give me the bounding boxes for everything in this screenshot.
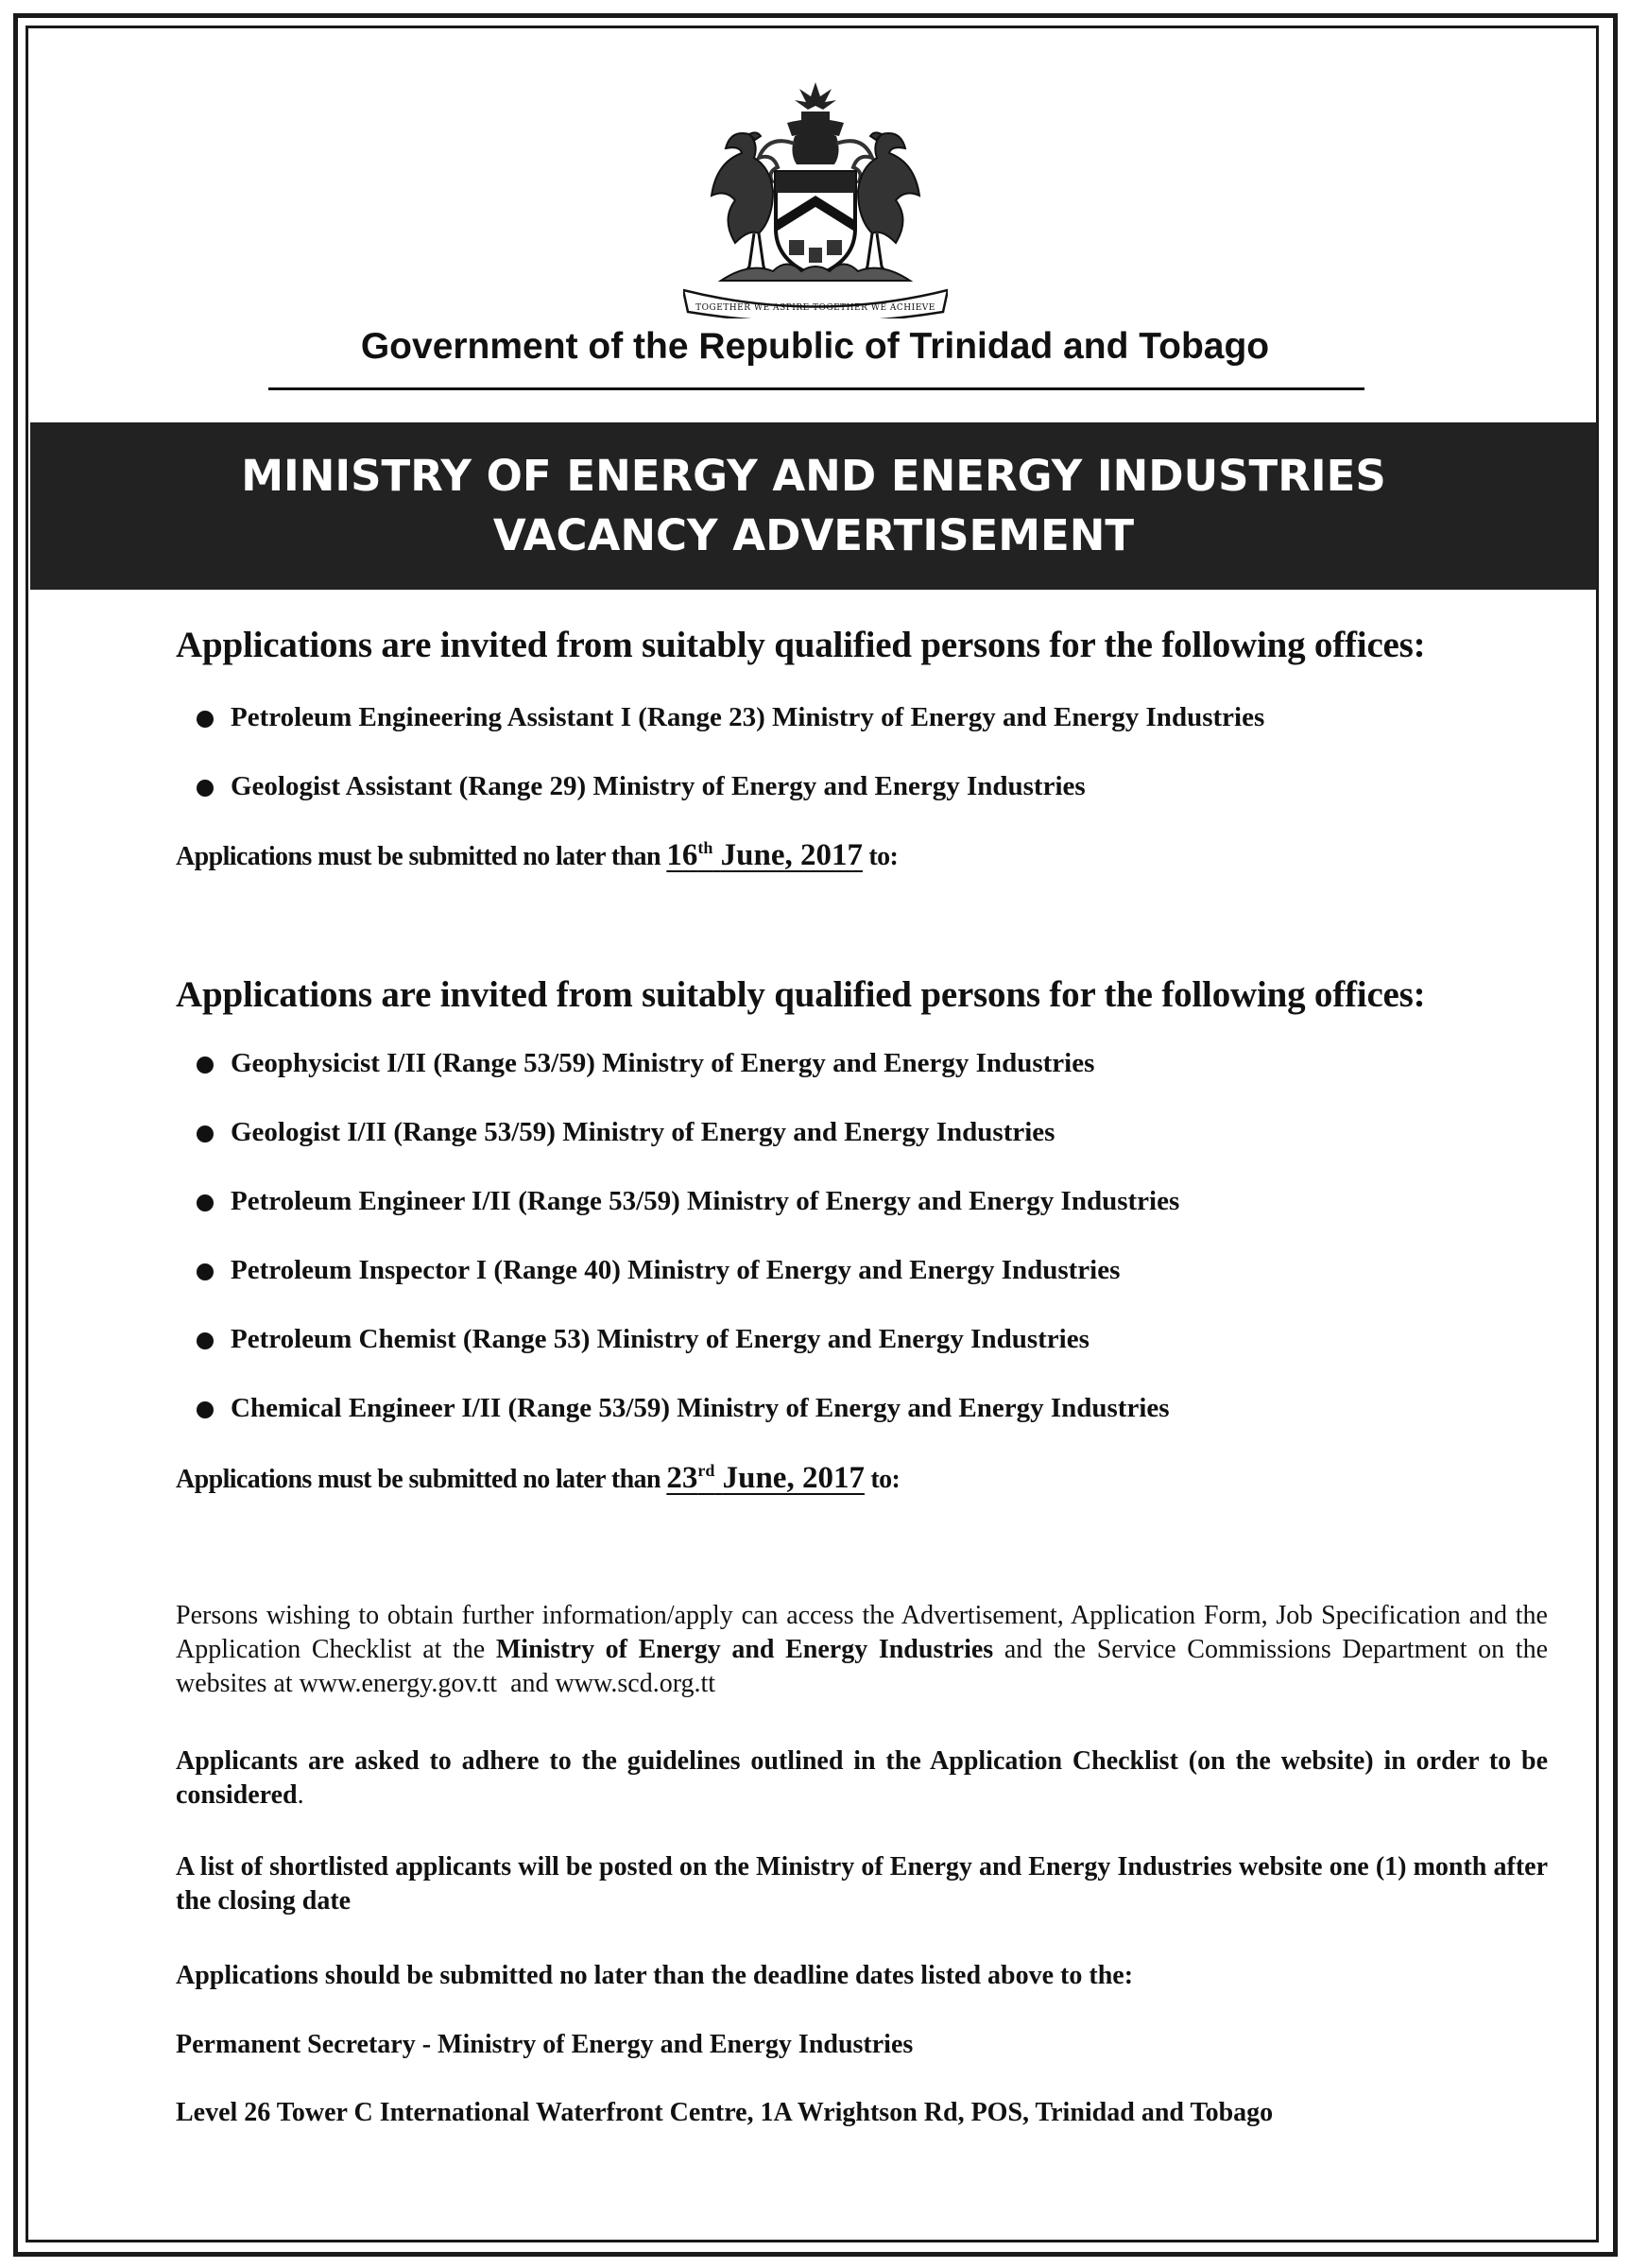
office-title: Petroleum Engineer I/II (Range 53/59) Ministry of Energy and Energy Industries — [231, 1186, 1180, 1216]
office-title: Chemical Engineer I/II (Range 53/59) Ministry of Energy and Energy Industries — [231, 1393, 1170, 1423]
section2-heading: Applications are invited from suitably qualified persons for the following offices: — [176, 974, 1426, 1015]
list-item — [197, 1254, 1179, 1323]
deadline-month-year: June, 2017 — [722, 1461, 865, 1495]
banner-vacancy-title: VACANCY ADVERTISEMENT — [492, 510, 1135, 560]
bullet-icon — [197, 1194, 214, 1211]
office-title: Petroleum Inspector I (Range 40) Ministry of Energy and Energy Industries — [231, 1255, 1121, 1285]
section2-deadline — [176, 1461, 900, 1496]
bullet-icon — [197, 1125, 214, 1143]
header-banner — [30, 422, 1597, 590]
checklist-paragraph — [176, 1744, 1548, 1813]
deadline-ordinal: rd — [697, 1461, 715, 1480]
info-text-2: and the Service Commissions Department on the websites at — [176, 1635, 1549, 1698]
deadline-date — [666, 838, 863, 872]
office-title: Petroleum Chemist (Range 53) Ministry of Energy and Energy Industries — [231, 1324, 1090, 1354]
office-title: Geologist I/II (Range 53/59) Ministry of Energy and Energy Industries — [231, 1117, 1055, 1147]
list-item — [197, 1185, 1179, 1254]
deadline-day: 16 — [666, 838, 698, 872]
submission-instruction: Applications should be submitted no later than the deadline dates listed above to the: — [176, 1961, 1134, 1990]
deadline-date — [666, 1461, 865, 1495]
svg-text:TOGETHER WE ASPIRE TOGETHER WE: TOGETHER WE ASPIRE TOGETHER WE ACHIEVE — [695, 303, 935, 313]
government-title: Government of the Republic of Trinidad and Tobago — [360, 326, 1270, 367]
bullet-icon — [197, 1263, 214, 1280]
list-item — [197, 1392, 1179, 1461]
list-item — [197, 701, 1264, 770]
energy-website-link[interactable]: www.energy.gov.tt — [299, 1669, 498, 1698]
section1-offices-list — [197, 701, 1264, 839]
list-item — [197, 1047, 1179, 1116]
shortlist-paragraph: A list of shortlisted applicants will be posted on the Ministry of Energy and Energy Industries website one (1) month after the closing date — [176, 1852, 1548, 1916]
ministry-name: Ministry of Energy and Energy Industries — [495, 1635, 994, 1664]
info-text-1: Persons wishing to obtain further information/apply can access the Advertisement, Application Form, Job Specification and the Application Checklist at the — [176, 1601, 1548, 1664]
section2-offices-list — [197, 1047, 1179, 1461]
bullet-icon — [197, 711, 214, 728]
deadline-to: to: — [870, 1465, 901, 1494]
info-and: and — [510, 1669, 549, 1698]
address: Level 26 Tower C International Waterfront Centre, 1A Wrightson Rd, POS, Trinidad and Tobago — [176, 2098, 1274, 2127]
title-underline — [268, 387, 1364, 390]
deadline-month-year: June, 2017 — [720, 838, 863, 872]
office-title: Geologist Assistant (Range 29) Ministry of Energy and Energy Industries — [231, 771, 1086, 801]
deadline-text: Applications must be submitted no later than — [176, 1465, 661, 1494]
addressee: Permanent Secretary - Ministry of Energy and Energy Industries — [176, 2030, 914, 2059]
banner-ministry-name: MINISTRY OF ENERGY AND ENERGY INDUSTRIES — [241, 451, 1386, 501]
deadline-day: 23 — [666, 1461, 698, 1495]
office-title: Geophysicist I/II (Range 53/59) Ministry of Energy and Energy Industries — [231, 1048, 1095, 1078]
bullet-icon — [197, 1332, 214, 1349]
bullet-icon — [197, 780, 214, 797]
bullet-icon — [197, 1401, 214, 1418]
section1-deadline — [176, 838, 898, 873]
coat-of-arms-icon — [683, 77, 948, 318]
list-item — [197, 770, 1264, 839]
list-item — [197, 1116, 1179, 1185]
deadline-ordinal: th — [697, 838, 713, 857]
checklist-text: Applicants are asked to adhere to the guidelines outlined in the Application Checklist (on the website) in order to be considered — [176, 1746, 1548, 1810]
checklist-period: . — [297, 1780, 304, 1810]
office-title: Petroleum Engineering Assistant I (Range 23) Ministry of Energy and Energy Industries — [231, 702, 1265, 732]
bullet-icon — [197, 1057, 214, 1074]
section1-heading: Applications are invited from suitably qualified persons for the following offices: — [176, 625, 1426, 665]
deadline-to: to: — [868, 842, 899, 871]
list-item — [197, 1323, 1179, 1392]
info-paragraph — [176, 1599, 1548, 1701]
deadline-text: Applications must be submitted no later than — [176, 842, 661, 871]
scd-website-link[interactable]: www.scd.org.tt — [555, 1669, 716, 1698]
